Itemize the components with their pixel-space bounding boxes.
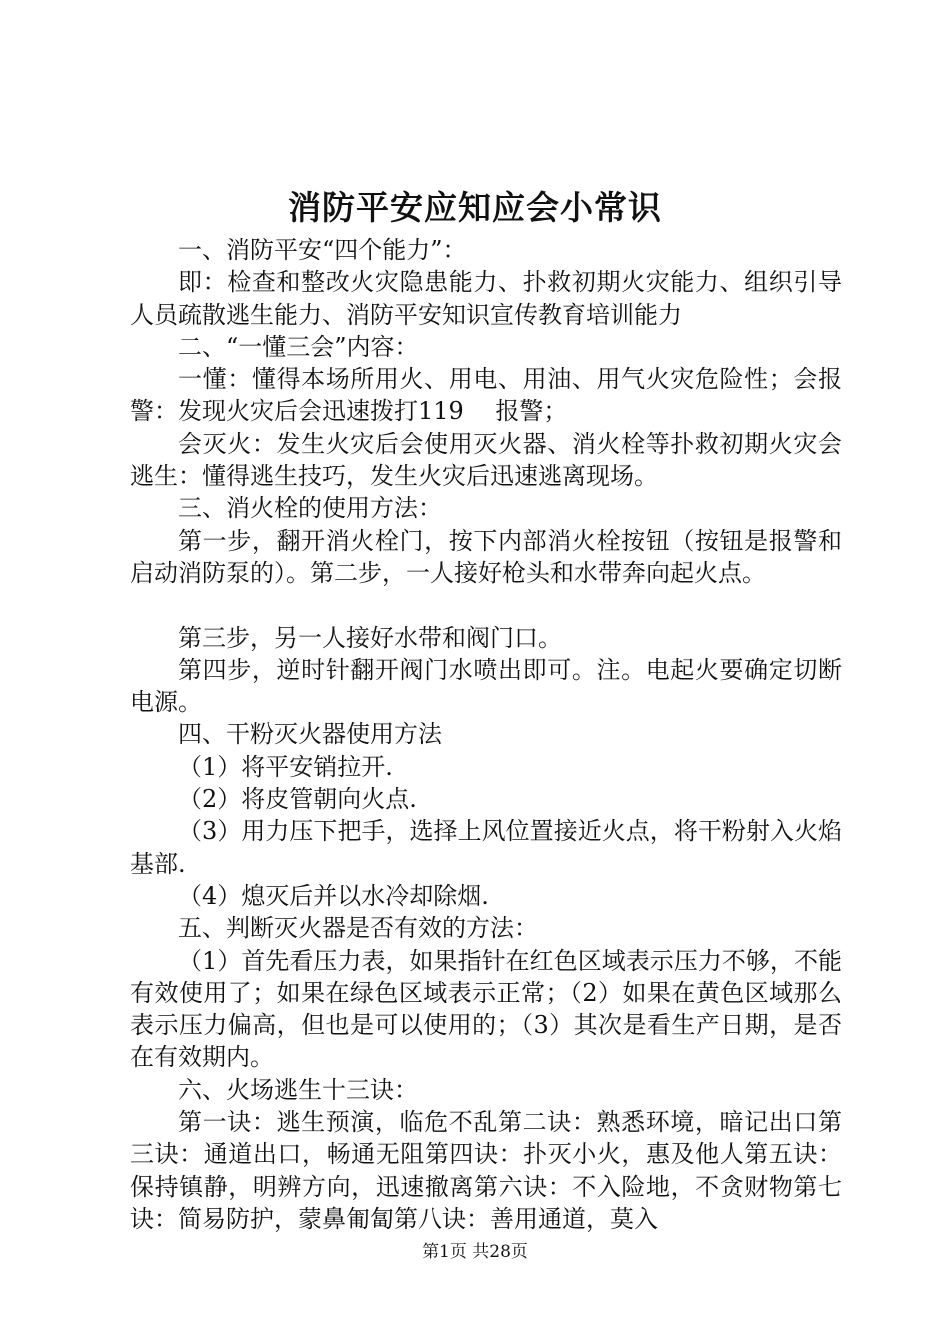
- paragraph: （1）将平安销拉开.: [178, 752, 393, 781]
- paragraph: 第三步，另一人接好水带和阀门口。: [178, 623, 562, 652]
- paragraph: 第一诀：逃生预演，临危不乱第二诀：熟悉环境，暗记出口第三诀：通道出口，畅通无阻第四诀：扑灭小火，惠及他人第五诀：保持镇静，明辨方向，迅速撤离第六诀：不入险地，不贪财物第七诀：简易防护，蒙鼻匍匐第八诀：善用通道，莫入: [130, 1108, 842, 1233]
- paragraph: 即：检查和整改火灾隐患能力、扑救初期火灾能力、组织引导人员疏散逃生能力、消防平安知识宣传教育培训能力: [130, 268, 842, 329]
- paragraph: 第一步，翻开消火栓门，按下内部消火栓按钮（按钮是报警和启动消防泵的）。第二步，一人接好枪头和水带奔向起火点。: [130, 526, 842, 587]
- paragraph: （3）用力压下把手，选择上风位置接近火点，将干粉射入火焰基部.: [130, 817, 842, 878]
- blank-line: [130, 589, 842, 621]
- paragraph: 六、火场逃生十三诀：: [178, 1075, 418, 1104]
- paragraph: 三、消火栓的使用方法：: [178, 494, 442, 523]
- document-body: [130, 234, 842, 1235]
- paragraph: 一、消防平安“四个能力”：: [178, 236, 467, 264]
- paragraph: （2）将皮管朝向火点.: [178, 785, 417, 814]
- paragraph: （1）首先看压力表，如果指针在红色区域表示压力不够，不能有效使用了；如果在绿色区域表示正常；（2）如果在黄色区域那么表示压力偏高，但也是可以使用的；（3）其次是看生产日期，是否在有效期内。: [130, 946, 842, 1072]
- paragraph: （4）熄灭后并以水冷却除烟.: [178, 881, 489, 910]
- document-title: 消防平安应知应会小常识: [288, 188, 662, 227]
- paragraph: 四、干粉灭火器使用方法: [178, 720, 442, 749]
- paragraph: 一懂：懂得本场所用火、用电、用油、用气火灾危险性；会报警：发现火灾后会迅速拨打119 报警；: [130, 365, 842, 426]
- paragraph: 第四步，逆时针翻开阀门水喷出即可。注。电起火要确定切断电源。: [130, 655, 842, 717]
- paragraph: 五、判断灭火器是否有效的方法：: [178, 914, 538, 943]
- paragraph: 二、“一懂三会”内容：: [178, 332, 419, 361]
- page-footer: 第1页 共28页: [422, 1242, 528, 1262]
- paragraph: 会灭火：发生火灾后会使用灭火器、消火栓等扑救初期火灾会逃生：懂得逃生技巧，发生火灾后迅速逃离现场。: [130, 429, 842, 491]
